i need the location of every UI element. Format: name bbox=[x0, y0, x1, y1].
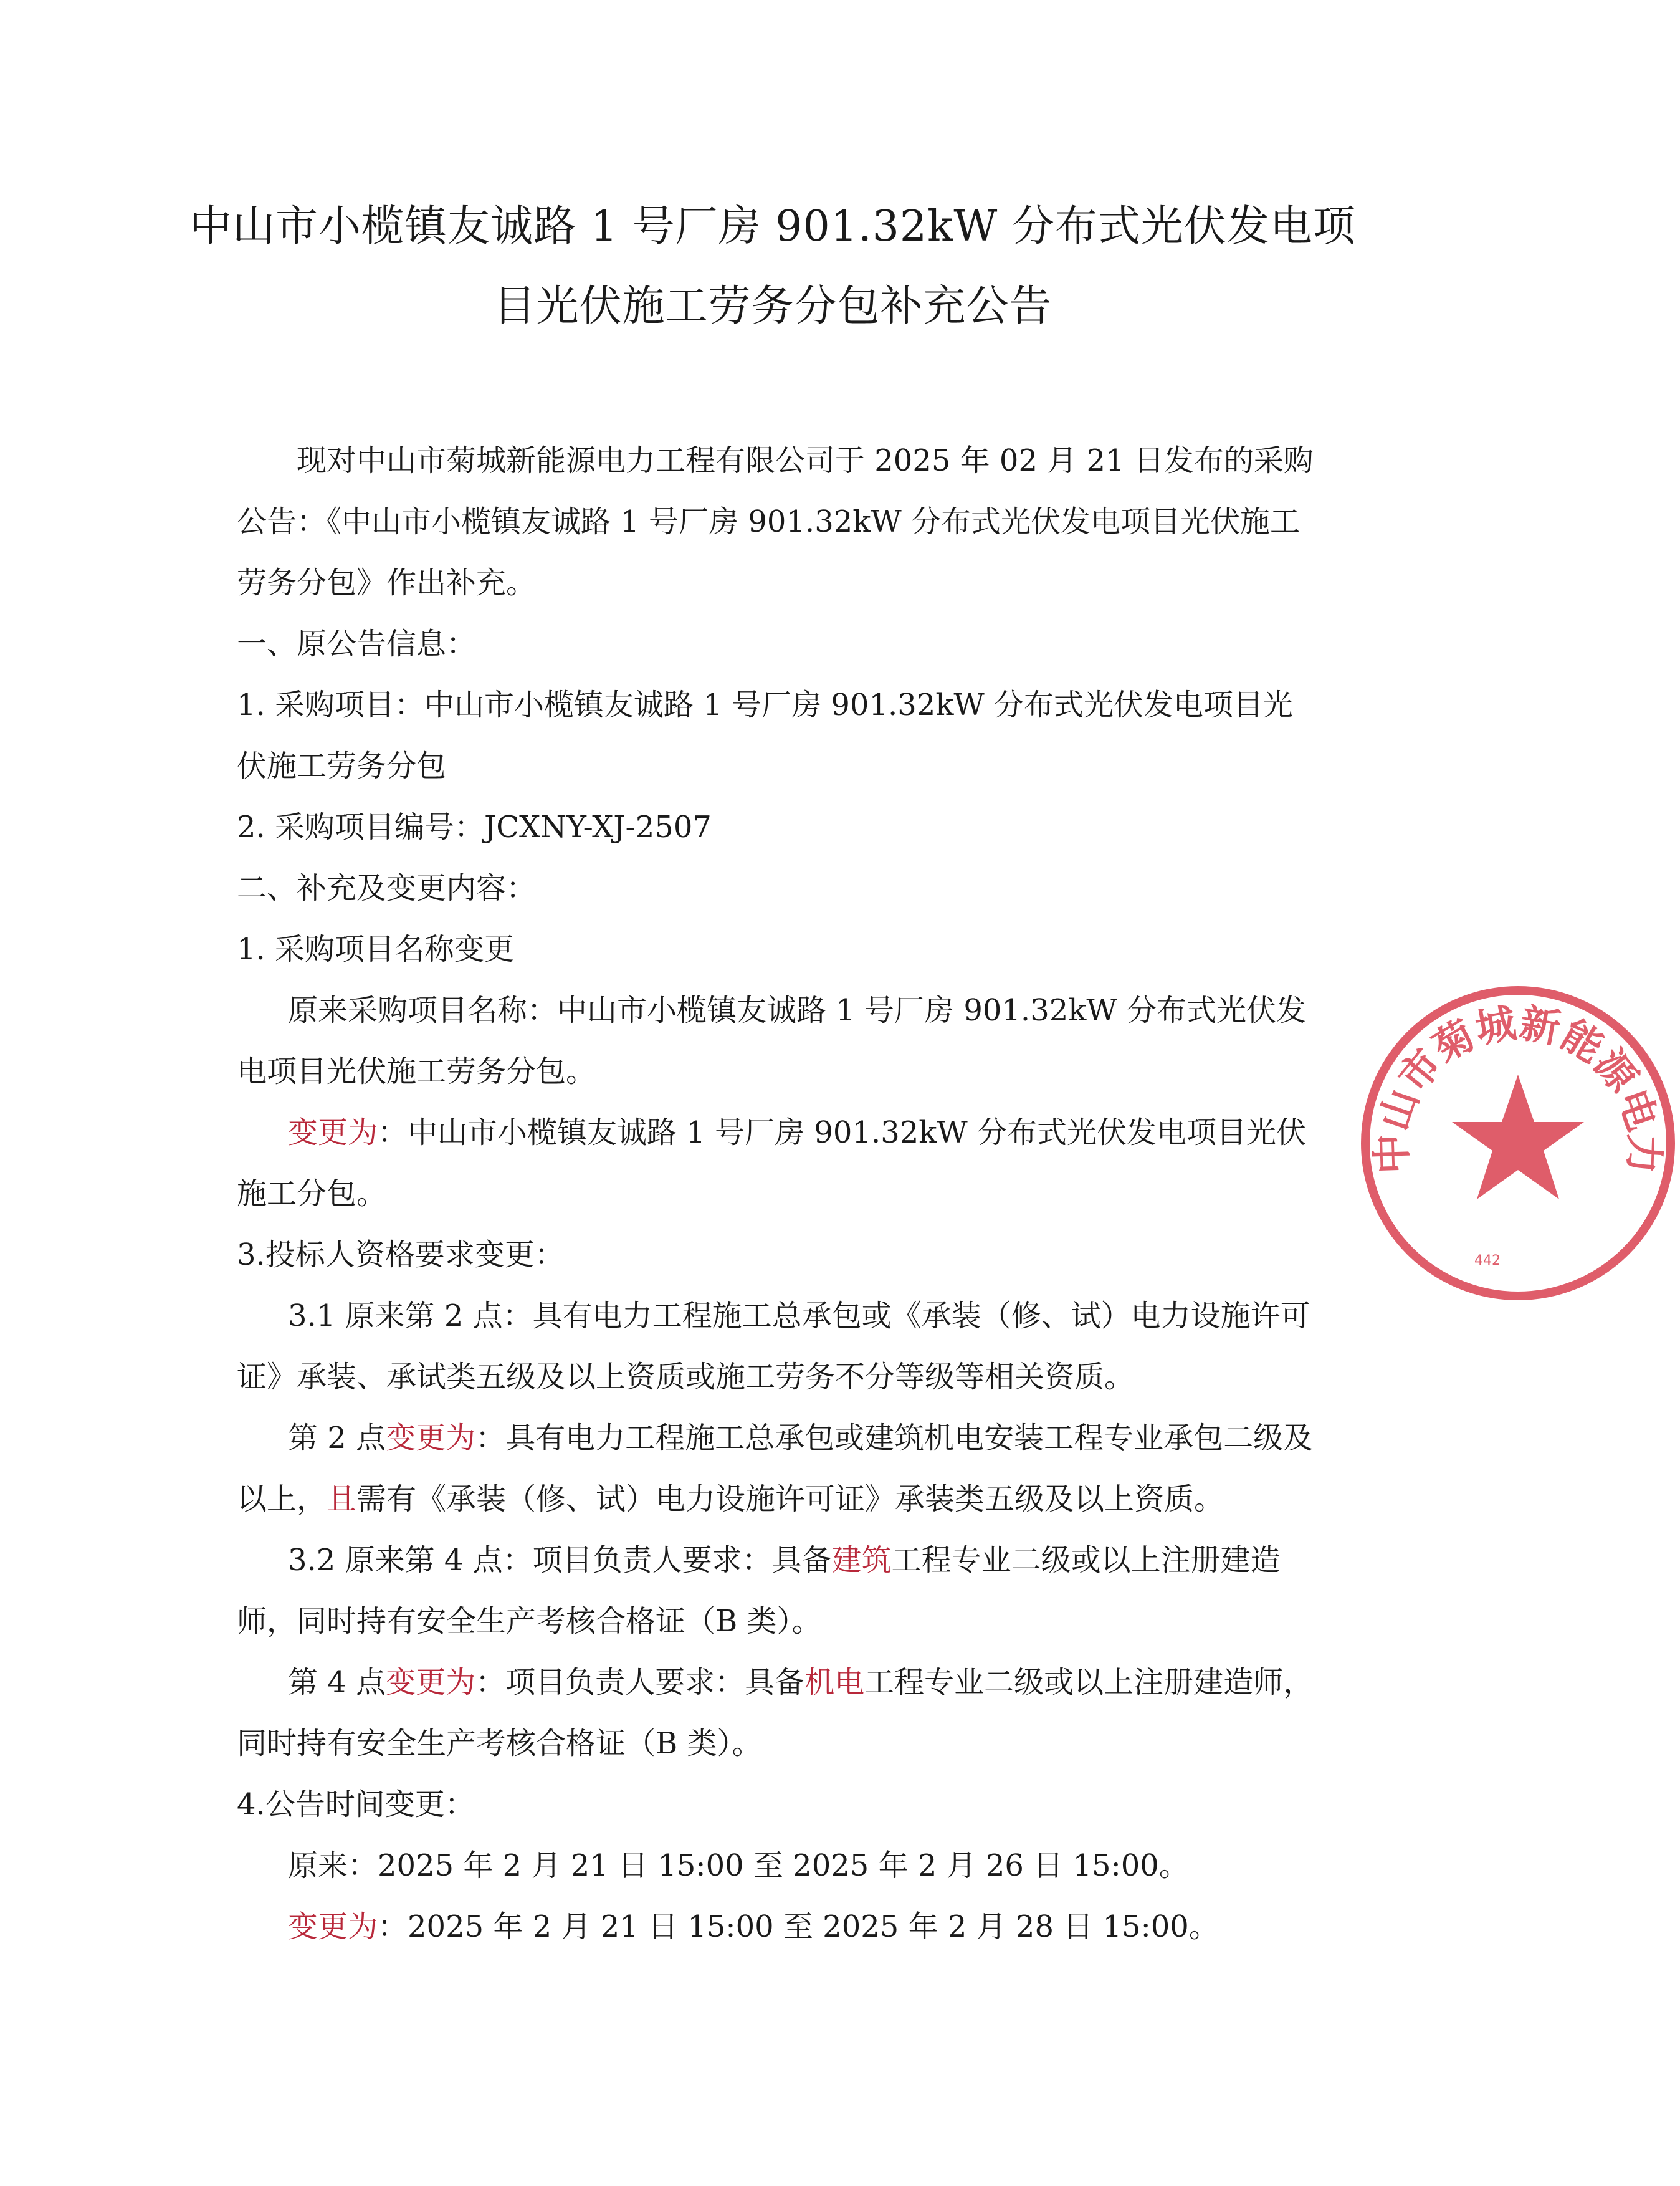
change-item-4-heading: 4.公告时间变更： bbox=[237, 1787, 475, 1822]
section-heading-changes: 二、补充及变更内容： bbox=[237, 871, 537, 906]
qualification-3-2-original bbox=[237, 1530, 1321, 1652]
time-new bbox=[237, 1896, 1321, 1957]
qualification-3-1-new-text-b: 需有《承装（修、试）电力设施许可证》承装类五级及以上资质。 bbox=[356, 1482, 1224, 1517]
intro-paragraph: 现对中山市菊城新能源电力工程有限公司于 2025 年 02 月 21 日发布的采购公告：《中山市小榄镇友诚路 1 号厂房 901.32kW 分布式光伏发电项目光伏施工劳务分包》作出补充。 bbox=[237, 443, 1314, 600]
qualification-3-2-new-text-b: 工程专业二级或以上注册建造师，同时持有安全生产考核合格证（B 类）。 bbox=[237, 1665, 1314, 1761]
new-name-text: ：中山市小榄镇友诚路 1 号厂房 901.32kW 分布式光伏发电项目光伏施工分包。 bbox=[237, 1115, 1306, 1211]
section-heading-original-info: 一、原公告信息： bbox=[237, 626, 477, 661]
point-4-label: 第 4 点 bbox=[288, 1665, 386, 1700]
change-label: 变更为 bbox=[386, 1421, 476, 1455]
qualification-3-2-new bbox=[237, 1652, 1321, 1774]
highlight-electromechanical: 机电 bbox=[804, 1665, 865, 1700]
original-name-paragraph: 原来采购项目名称：中山市小榄镇友诚路 1 号厂房 901.32kW 分布式光伏发电项目光伏施工劳务分包。 bbox=[237, 993, 1306, 1089]
time-new-text: ：2025 年 2 月 21 日 15:00 至 2025 年 2 月 28 日 15:00。 bbox=[378, 1909, 1219, 1944]
change-item-1-heading: 1. 采购项目名称变更 bbox=[237, 932, 515, 967]
qualification-3-1-original: 3.1 原来第 2 点：具有电力工程施工总承包或《承装（修、试）电力设施许可证》承装、承试类五级及以上资质或施工劳务不分等级等相关资质。 bbox=[237, 1298, 1310, 1394]
seal-code: 442 bbox=[1474, 1253, 1501, 1268]
change-item-3-heading: 3.投标人资格要求变更： bbox=[237, 1237, 565, 1272]
time-original: 原来：2025 年 2 月 21 日 15:00 至 2025 年 2 月 26 日 15:00。 bbox=[288, 1848, 1189, 1883]
change-label: 变更为 bbox=[288, 1909, 378, 1944]
highlight-and: 且 bbox=[327, 1482, 357, 1517]
qualification-3-1-new-text-a: ：具有电力工程施工总承包或建筑机电安装工程专业承包二级及以上， bbox=[237, 1421, 1314, 1517]
company-seal-graphic bbox=[1356, 981, 1680, 1305]
page-title bbox=[187, 187, 1358, 347]
qualification-3-2-new-text-a: ：项目负责人要求：具备 bbox=[475, 1665, 805, 1700]
change-label: 变更为 bbox=[386, 1665, 476, 1700]
original-project-number: 2. 采购项目编号：JCXNY-XJ-2507 bbox=[237, 810, 712, 845]
star-icon bbox=[1452, 1075, 1584, 1199]
point-2-label: 第 2 点 bbox=[288, 1421, 386, 1455]
company-seal bbox=[1356, 981, 1680, 1305]
title-line-2: 目光伏施工劳务分包补充公告 bbox=[493, 282, 1052, 331]
highlight-construction: 建筑 bbox=[831, 1543, 892, 1578]
new-name-paragraph bbox=[237, 1102, 1321, 1224]
original-project-name: 1. 采购项目：中山市小榄镇友诚路 1 号厂房 901.32kW 分布式光伏发电项目光伏施工劳务分包 bbox=[237, 688, 1294, 784]
title-line-1: 中山市小榄镇友诚路 1 号厂房 901.32kW 分布式光伏发电项 bbox=[189, 202, 1356, 251]
qualification-3-2-orig-text-b: 工程专业二级或以上注册建造师，同时持有安全生产考核合格证（B 类）。 bbox=[237, 1543, 1281, 1639]
qualification-3-2-orig-text-a: 3.2 原来第 4 点：项目负责人要求：具备 bbox=[288, 1543, 832, 1578]
notice-body bbox=[237, 430, 1321, 1957]
change-label: 变更为 bbox=[288, 1115, 378, 1150]
qualification-3-1-new bbox=[237, 1407, 1321, 1530]
seal-text: 中山市菊城新能源电力 bbox=[1369, 1000, 1667, 1175]
